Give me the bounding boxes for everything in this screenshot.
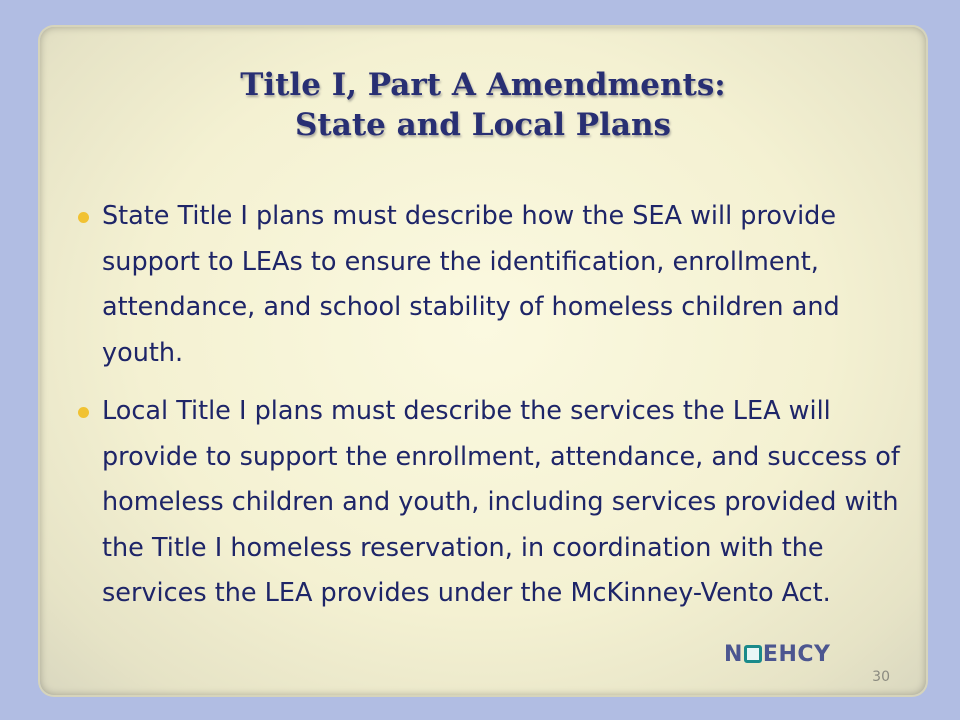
title-line-1: Title I, Part A Amendments: [240, 67, 726, 103]
bullet-dot-icon [78, 407, 89, 418]
bullet-text: State Title I plans must describe how the SEA will provide support to LEAs to ensure the identification, enrollment, attendance, and school stability of homeless children and youth. [102, 201, 840, 368]
title-line-2: State and Local Plans [295, 107, 671, 143]
page-number: 30 [872, 669, 890, 685]
house-icon [744, 645, 762, 663]
nchey-logo [724, 642, 830, 667]
bullet-dot-icon [78, 212, 89, 223]
slide [40, 27, 926, 695]
bullet-item-local-plans [102, 389, 902, 617]
logo-text-right: EHCY [762, 642, 831, 667]
logo-text-left: N [724, 642, 743, 667]
bullet-list [102, 194, 902, 630]
bullet-text: Local Title I plans must describe the services the LEA will provide to support the enrollment, attendance, and success of homeless children and youth, including services provided with the Title I homeless reservation, in coordination with the services the LEA provides under the McKinney-Vento Act. [102, 396, 900, 608]
slide-title [40, 65, 926, 145]
bullet-item-state-plans [102, 194, 902, 376]
